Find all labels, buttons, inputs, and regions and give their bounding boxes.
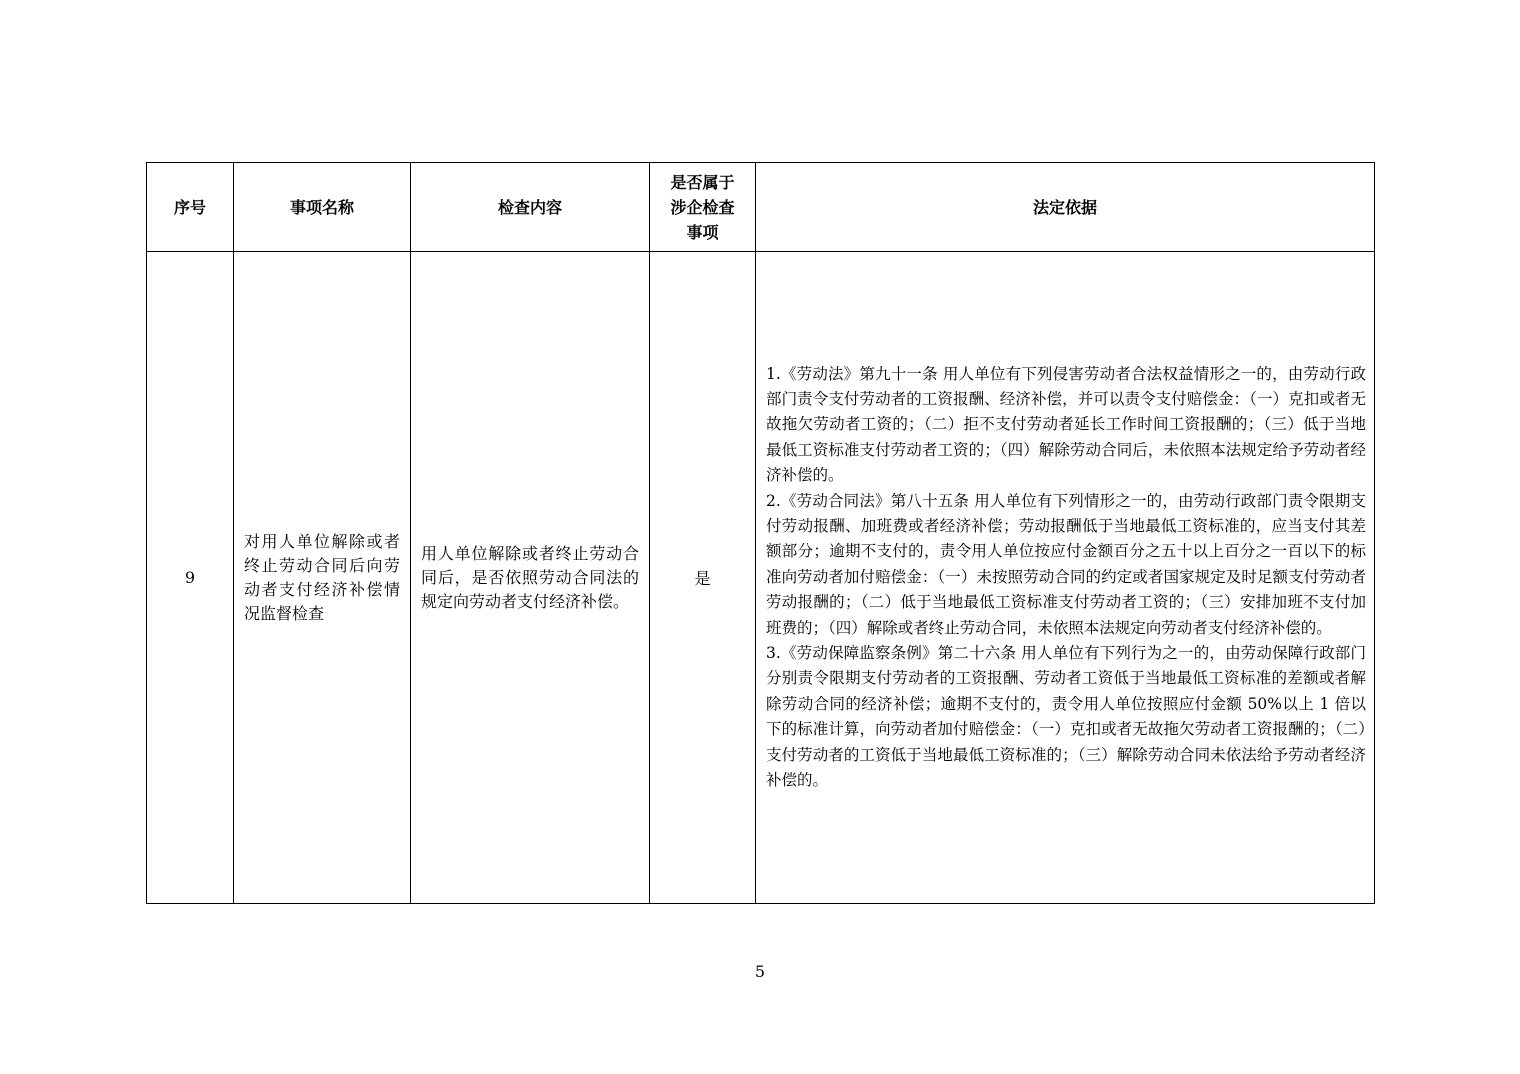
header-inspection-content: 检查内容: [411, 163, 650, 252]
cell-seq: 9: [147, 252, 234, 904]
cell-item-name: 对用人单位解除或者终止劳动合同后向劳动者支付经济补偿情况监督检查: [234, 252, 411, 904]
cell-legal-basis: [756, 252, 1375, 904]
inspection-items-table: [146, 162, 1375, 904]
table-row: [147, 252, 1375, 904]
cell-inspection-content: 用人单位解除或者终止劳动合同后，是否依照劳动合同法的规定向劳动者支付经济补偿。: [411, 252, 650, 904]
cell-enterprise-related: 是: [650, 252, 756, 904]
header-seq: 序号: [147, 163, 234, 252]
header-legal-basis: 法定依据: [756, 163, 1375, 252]
header-item-name: 事项名称: [234, 163, 411, 252]
legal-basis-item-2: 2.《劳动合同法》第八十五条 用人单位有下列情形之一的，由劳动行政部门责令限期支付劳动报酬、加班费或者经济补偿；劳动报酬低于当地最低工资标准的，应当支付其差额部分；逾期不支付的，责令用人单位按应付金额百分之五十以上百分之一百以下的标准向劳动者加付赔偿金：（一）未按照劳动合同的约定或者国家规定及时足额支付劳动者劳动报酬的；（二）低于当地最低工资标准支付劳动者工资的；（三）安排加班不支付加班费的；（四）解除或者终止劳动合同，未依照本法规定向劳动者支付经济补偿的。: [766, 491, 1366, 637]
legal-basis-item-3: 3.《劳动保障监察条例》第二十六条 用人单位有下列行为之一的，由劳动保障行政部门分别责令限期支付劳动者的工资报酬、劳动者工资低于当地最低工资标准的差额或者解除劳动合同的经济补偿；逾期不支付的，责令用人单位按照应付金额 50%以上 1 倍以下的标准计算，向劳动者加付赔偿金：（一）克扣或者无故拖欠劳动者工资报酬的；（二）支付劳动者的工资低于当地最低工资标准的；（三）解除劳动合同未依法给予劳动者经济补偿的。: [766, 644, 1366, 790]
table-header-row: [147, 163, 1375, 252]
page-number: 5: [754, 962, 766, 981]
legal-basis-item-1: 1.《劳动法》第九十一条 用人单位有下列侵害劳动者合法权益情形之一的，由劳动行政部门责令支付劳动者的工资报酬、经济补偿，并可以责令支付赔偿金：（一）克扣或者无故拖欠劳动者工资的；（二）拒不支付劳动者延长工作时间工资报酬的；（三）低于当地最低工资标准支付劳动者工资的；（四）解除劳动合同后，未依照本法规定给予劳动者经济补偿的。: [766, 364, 1366, 485]
header-enterprise-related: 是否属于涉企检查事项: [650, 163, 756, 252]
